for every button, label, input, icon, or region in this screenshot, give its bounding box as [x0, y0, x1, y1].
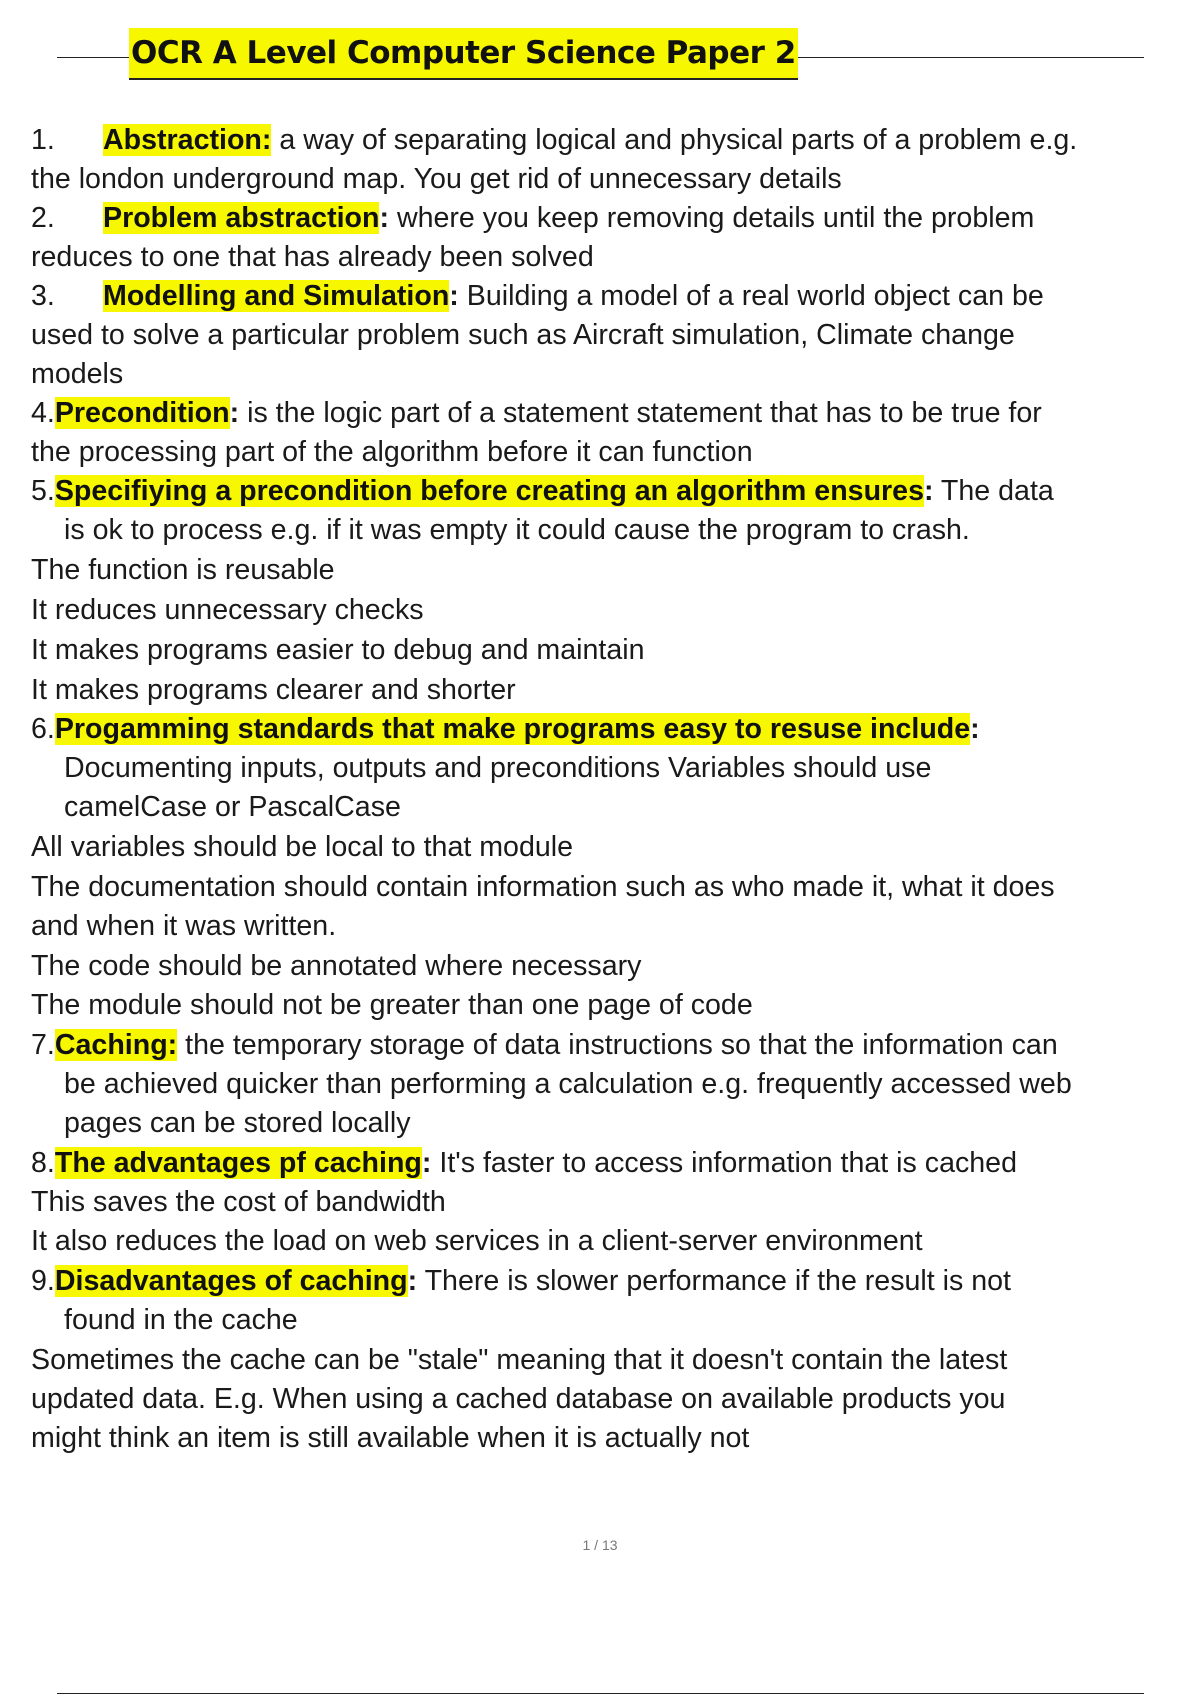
item-number: 1. — [31, 124, 55, 156]
item-9 — [31, 1262, 1191, 1301]
item-5-line-3: The function is reusable — [31, 554, 335, 586]
item-4-line-2: the processing part of the algorithm before it can function — [31, 436, 753, 468]
term-highlight: Abstraction: — [103, 124, 272, 156]
item-8-line-3: It also reduces the load on web services in a client-server environment — [31, 1225, 923, 1257]
definition-text: a way of separating logical and physical parts of a problem e.g. — [271, 124, 1078, 156]
term-highlight: Precondition — [54, 397, 230, 429]
term-highlight: Caching: — [54, 1029, 178, 1061]
item-9-line-3: Sometimes the cache can be "stale" meaning that it doesn't contain the latest — [31, 1344, 1008, 1376]
definition-text: the temporary storage of data instructions so that the information can — [177, 1029, 1058, 1061]
item-number: 4. — [31, 397, 55, 429]
item-8-line-2: This saves the cost of bandwidth — [31, 1186, 446, 1218]
item-6-line-3: camelCase or PascalCase — [64, 791, 401, 823]
definition-text: where you keep removing details until the problem — [389, 202, 1035, 234]
document-title: OCR A Level Computer Science Paper 2 — [129, 28, 798, 80]
item-8 — [31, 1144, 1191, 1183]
footer-rule — [57, 1693, 1144, 1694]
page-indicator: 1 / 13 — [582, 1537, 618, 1553]
term-colon: : — [407, 1265, 418, 1297]
definition-text: There is slower performance if the result is not — [417, 1265, 1011, 1297]
term-highlight: The advantages pf caching — [54, 1147, 422, 1179]
item-7-line-3: pages can be stored locally — [64, 1107, 411, 1139]
item-number: 5. — [31, 475, 55, 507]
item-9-line-2: found in the cache — [64, 1304, 298, 1336]
item-number: 3. — [31, 280, 55, 312]
item-7-line-2: be achieved quicker than performing a calculation e.g. frequently accessed web — [64, 1068, 1072, 1100]
term-colon: : — [229, 397, 240, 429]
term-colon: : — [923, 475, 934, 507]
item-2-line-2: reduces to one that has already been solved — [31, 241, 594, 273]
item-number: 6. — [31, 713, 55, 745]
item-5 — [31, 472, 1191, 511]
item-9-line-5: might think an item is still available when it is actually not — [31, 1422, 750, 1454]
term-highlight: Problem abstraction — [103, 202, 380, 234]
term-colon: : — [421, 1147, 432, 1179]
term-highlight: Specifiying a precondition before creating an algorithm ensures — [54, 475, 924, 507]
item-6-line-4: All variables should be local to that module — [31, 831, 574, 863]
definition-text: Building a model of a real world object can be — [458, 280, 1044, 312]
item-6-line-2: Documenting inputs, outputs and preconditions Variables should use — [64, 752, 932, 784]
item-number: 7. — [31, 1029, 55, 1061]
item-6-line-5: The documentation should contain information such as who made it, what it does — [31, 871, 1055, 903]
item-6-line-7: The code should be annotated where necessary — [31, 950, 642, 982]
item-number: 2. — [31, 202, 55, 234]
term-colon: : — [970, 713, 980, 745]
term-highlight: Modelling and Simulation — [103, 280, 450, 312]
item-3-line-3: models — [31, 358, 124, 390]
item-5-line-2: is ok to process e.g. if it was empty it could cause the program to crash. — [64, 514, 970, 546]
item-5-line-6: It makes programs clearer and shorter — [31, 674, 516, 706]
term-colon: : — [379, 202, 390, 234]
item-1 — [31, 121, 1191, 160]
item-7 — [31, 1026, 1191, 1065]
item-2 — [31, 199, 1191, 238]
definition-text: is the logic part of a statement statement that has to be true for — [239, 397, 1042, 429]
item-5-line-5: It makes programs easier to debug and maintain — [31, 634, 645, 666]
item-6-line-6: and when it was written. — [31, 910, 337, 942]
item-6-line-8: The module should not be greater than one page of code — [31, 989, 753, 1021]
title-row — [57, 28, 1144, 84]
item-6 — [31, 710, 1191, 749]
item-3 — [31, 277, 1191, 316]
item-3-line-2: used to solve a particular problem such as Aircraft simulation, Climate change — [31, 319, 1015, 351]
item-number: 9. — [31, 1265, 55, 1297]
item-9-line-4: updated data. E.g. When using a cached database on available products you — [31, 1383, 1006, 1415]
item-number: 8. — [31, 1147, 55, 1179]
definition-text: It's faster to access information that is cached — [431, 1147, 1017, 1179]
item-1-line-2: the london underground map. You get rid of unnecessary details — [31, 163, 842, 195]
item-5-line-4: It reduces unnecessary checks — [31, 594, 424, 626]
item-4 — [31, 394, 1191, 433]
notes-content — [31, 121, 1191, 1458]
term-highlight: Disadvantages of caching — [54, 1265, 408, 1297]
term-colon: : — [449, 280, 459, 312]
definition-text: The data — [933, 475, 1054, 507]
term-highlight: Progamming standards that make programs easy to resuse include — [54, 713, 971, 745]
